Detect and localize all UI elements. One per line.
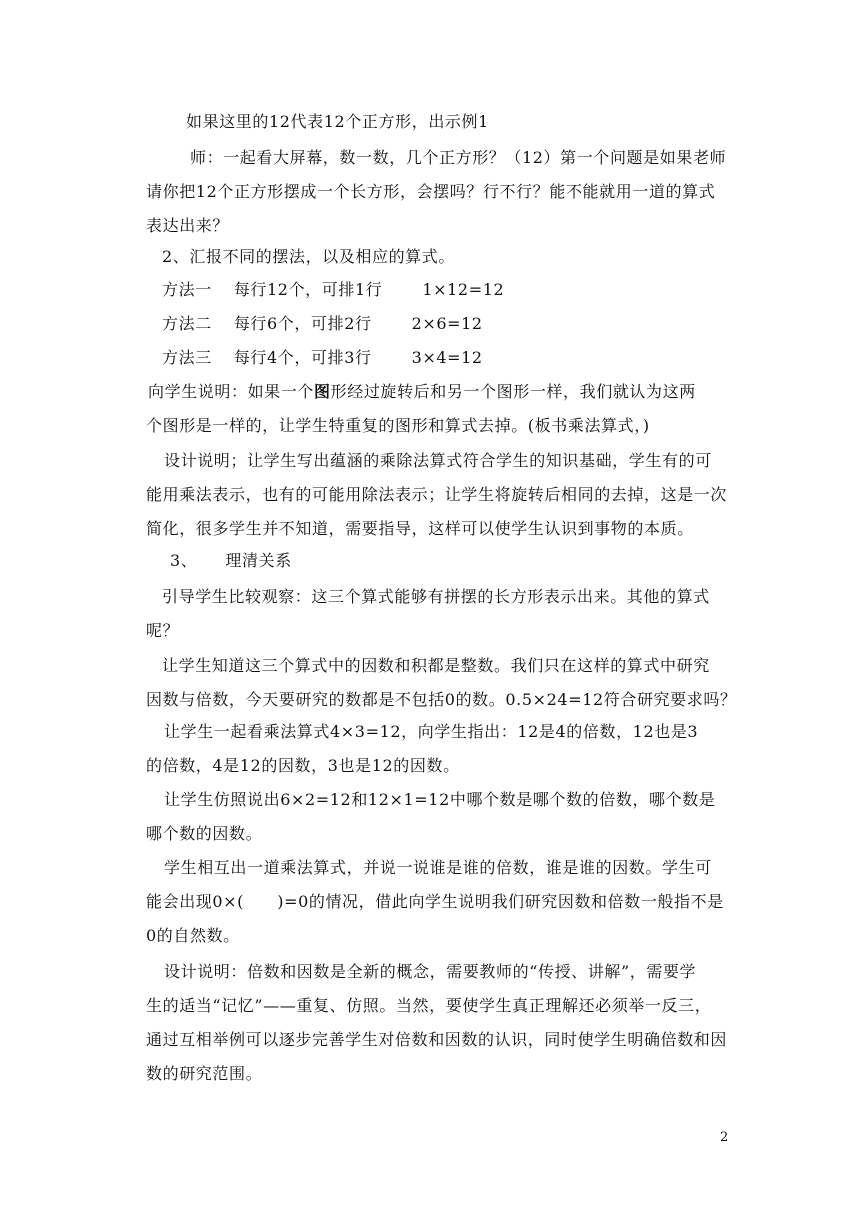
- paragraph-design-note-2-line-4: 数的研究范围。: [146, 1064, 263, 1083]
- paragraph-design-note-2-line-2: 生的适当“记忆”——重复、仿照。当然，要使学生真正理解还必须举一反三，: [146, 996, 712, 1015]
- text-segment: 形经过旋转后和另一个图形一样，我们就认为这两: [330, 382, 696, 401]
- text-segment: 向学生说明：如果一个: [148, 382, 315, 401]
- bold-text: 图: [314, 382, 331, 401]
- page-number: 2: [720, 1130, 729, 1145]
- method-name: 方法一: [162, 280, 212, 299]
- method-description: 每行12个，可排1行: [233, 280, 383, 299]
- paragraph-explain-line-2: 个图形是一样的，让学生特重复的图形和算式去掉。(板书乘法算式，): [146, 416, 650, 435]
- section-report-methods: 2、汇报不同的摆法，以及相应的算式。: [162, 247, 455, 266]
- method-name: 方法三: [162, 348, 212, 367]
- method-formula: 2×6=12: [411, 314, 483, 333]
- method-description: 每行6个，可排2行: [233, 314, 372, 333]
- paragraph-teacher-line-2: 请你把12个正方形摆成一个长方形，会摆吗？行不行？能不能就用一道的算式: [146, 182, 716, 201]
- method-row: [162, 280, 504, 300]
- paragraph-intro: 如果这里的12代表12个正方形，出示例1: [186, 112, 489, 131]
- method-row: [162, 348, 483, 368]
- section-title: 理清关系: [225, 551, 292, 570]
- section-relationship: [170, 551, 292, 571]
- paragraph-design-note-1-line-3: 简化，很多学生并不知道，需要指导，这样可以使学生认识到事物的本质。: [146, 519, 694, 538]
- paragraph-integers-line-1: 让学生知道这三个算式中的因数和积都是整数。我们只在这样的算式中研究: [162, 656, 710, 675]
- paragraph-imitate-line-1: 让学生仿照说出6×2=12和12×1=12中哪个数是哪个数的倍数，哪个数是: [164, 790, 716, 809]
- method-formula: 1×12=12: [422, 280, 505, 299]
- paragraph-teacher-line-1: 师：一起看大屏幕，数一数，几个正方形？（12）第一个问题是如果老师: [190, 148, 727, 167]
- method-name: 方法二: [162, 314, 212, 333]
- paragraph-design-note-2-line-3: 通过互相举例可以逐步完善学生对倍数和因数的认识，同时使学生明确倍数和因: [146, 1030, 728, 1049]
- paragraph-compare-line-1: 引导学生比较观察：这三个算式能够有拼摆的长方形表示出来。其他的算式: [162, 587, 710, 606]
- section-number: 3、: [170, 551, 198, 570]
- paragraph-design-note-1-line-1: 设计说明；让学生写出蕴涵的乘除法算式符合学生的知识基础，学生有的可: [164, 451, 712, 470]
- method-formula: 3×4=12: [411, 348, 483, 367]
- paragraph-imitate-line-2: 哪个数的因数。: [146, 824, 263, 843]
- paragraph-integers-line-2: 因数与倍数，今天要研究的数都是不包括0的数。0.5×24=12符合研究要求吗？: [146, 690, 737, 709]
- method-description: 每行4个，可排3行: [233, 348, 372, 367]
- paragraph-teacher-line-3: 表达出来？: [146, 216, 230, 235]
- paragraph-example-line-2: 的倍数，4是12的因数，3也是12的因数。: [146, 756, 460, 775]
- paragraph-exercise-line-3: 0的自然数。: [146, 926, 240, 945]
- paragraph-exercise-line-1: 学生相互出一道乘法算式，并说一说谁是谁的倍数，谁是谁的因数。学生可: [164, 858, 712, 877]
- method-row: [162, 314, 483, 334]
- paragraph-example-line-1: 让学生一起看乘法算式4×3=12，向学生指出：12是4的倍数，12也是3: [164, 722, 699, 741]
- paragraph-exercise-line-2: 能会出现0×( )=0的情况，借此向学生说明我们研究因数和倍数一般指不是: [146, 892, 724, 911]
- paragraph-design-note-2-line-1: 设计说明：倍数和因数是全新的概念，需要教师的“传授、讲解”，需要学: [164, 962, 697, 981]
- paragraph-explain-line-1: [148, 382, 696, 402]
- paragraph-compare-line-2: 呢？: [146, 621, 180, 640]
- paragraph-design-note-1-line-2: 能用乘法表示，也有的可能用除法表示；让学生将旋转后相同的去掉，这是一次: [146, 485, 728, 504]
